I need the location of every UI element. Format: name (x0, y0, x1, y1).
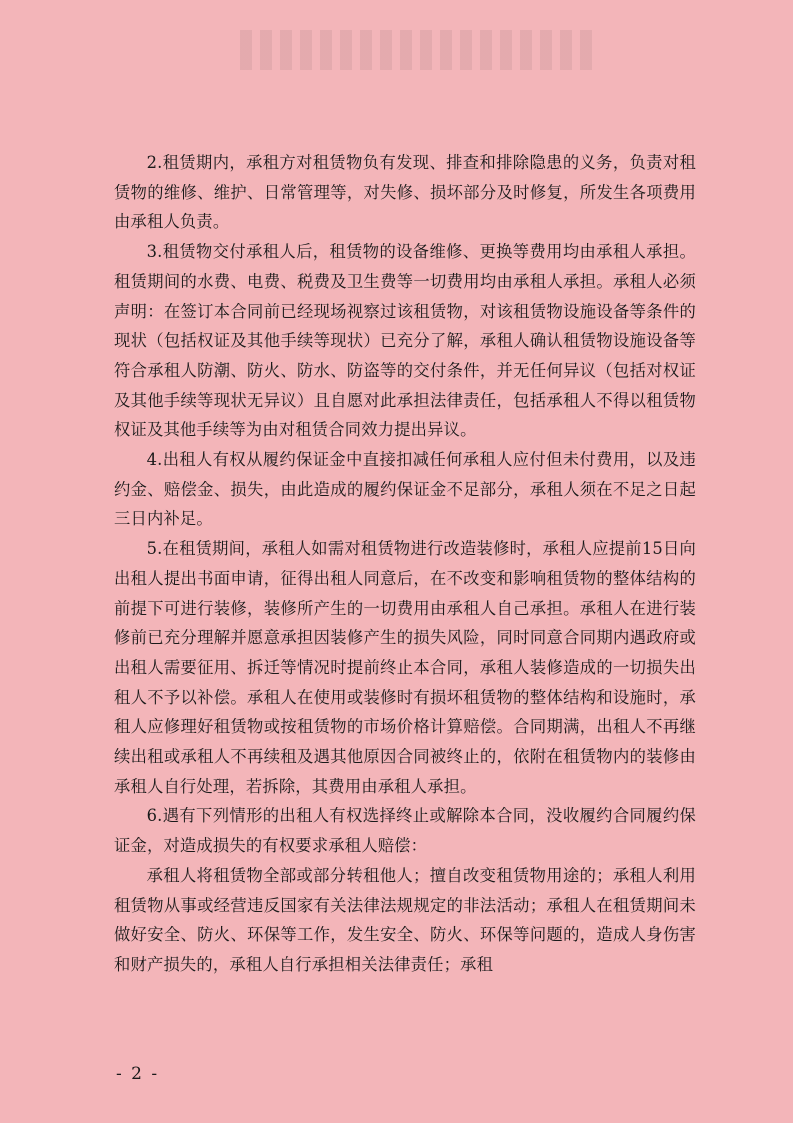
clause-6-conditions-paragraph: 承租人将租赁物全部或部分转租他人；擅自改变租赁物用途的；承租人利用租赁物从事或经营违反国家有关法律法规规定的非法活动；承租人在租赁期间未做好安全、防火、环保等工作，发生安全、防火、环保等问题的，造成人身伤害和财产损失的，承租人自行承担相关法律责任；承租 (114, 865, 696, 974)
clause-2-paragraph: 2.租赁期内，承租方对租赁物负有发现、排查和排除隐患的义务，负责对租赁物的维修、维护、日常管理等，对失修、损坏部分及时修复，所发生各项费用由承租人负责。 (114, 153, 696, 232)
scan-artifact (240, 30, 600, 70)
document-body (114, 148, 696, 1003)
clause-3-paragraph: 3.租赁物交付承租人后，租赁物的设备维修、更换等费用均由承租人承担。租赁期间的水费、电费、税费及卫生费等一切费用均由承租人承担。承租人必须声明：在签订本合同前已经现场视察过该租赁物，对该租赁物设施设备等条件的现状（包括权证及其他手续等现状）已充分了解，承租人确认租赁物设施设备等符合承租人防潮、防火、防水、防盗等的交付条件，并无任何异议（包括对权证及其他手续等现状无异议）且自愿对此承担法律责任，包括承租人不得以租赁物权证及其他手续等为由对租赁合同效力提出异议。 (114, 242, 696, 440)
clause-6-paragraph: 6.遇有下列情形的出租人有权选择终止或解除本合同，没收履约合同履约保证金，对造成损失的有权要求承租人赔偿： (114, 806, 696, 856)
clause-4-paragraph: 4.出租人有权从履约保证金中直接扣减任何承租人应付但未付费用，以及违约金、赔偿金、损失，由此造成的履约保证金不足部分，承租人须在不足之日起三日内补足。 (114, 450, 696, 529)
page-number: - 2 - (116, 1064, 160, 1084)
clause-5-paragraph: 5.在租赁期间，承租人如需对租赁物进行改造装修时，承租人应提前15日向出租人提出书面申请，征得出租人同意后，在不改变和影响租赁物的整体结构的前提下可进行装修，装修所产生的一切费用由承租人自己承担。承租人在进行装修前已充分理解并愿意承担因装修产生的损失风险，同时同意合同期内遇政府或出租人需要征用、拆迁等情况时提前终止本合同，承租人装修造成的一切损失出租人不予以补偿。承租人在使用或装修时有损坏租赁物的整体结构和设施时，承租人应修理好租赁物或按租赁物的市场价格计算赔偿。合同期满，出租人不再继续出租或承租人不再续租及遇其他原因合同被终止的，依附在租赁物内的装修由承租人自行处理，若拆除，其费用由承租人承担。 (114, 539, 696, 796)
